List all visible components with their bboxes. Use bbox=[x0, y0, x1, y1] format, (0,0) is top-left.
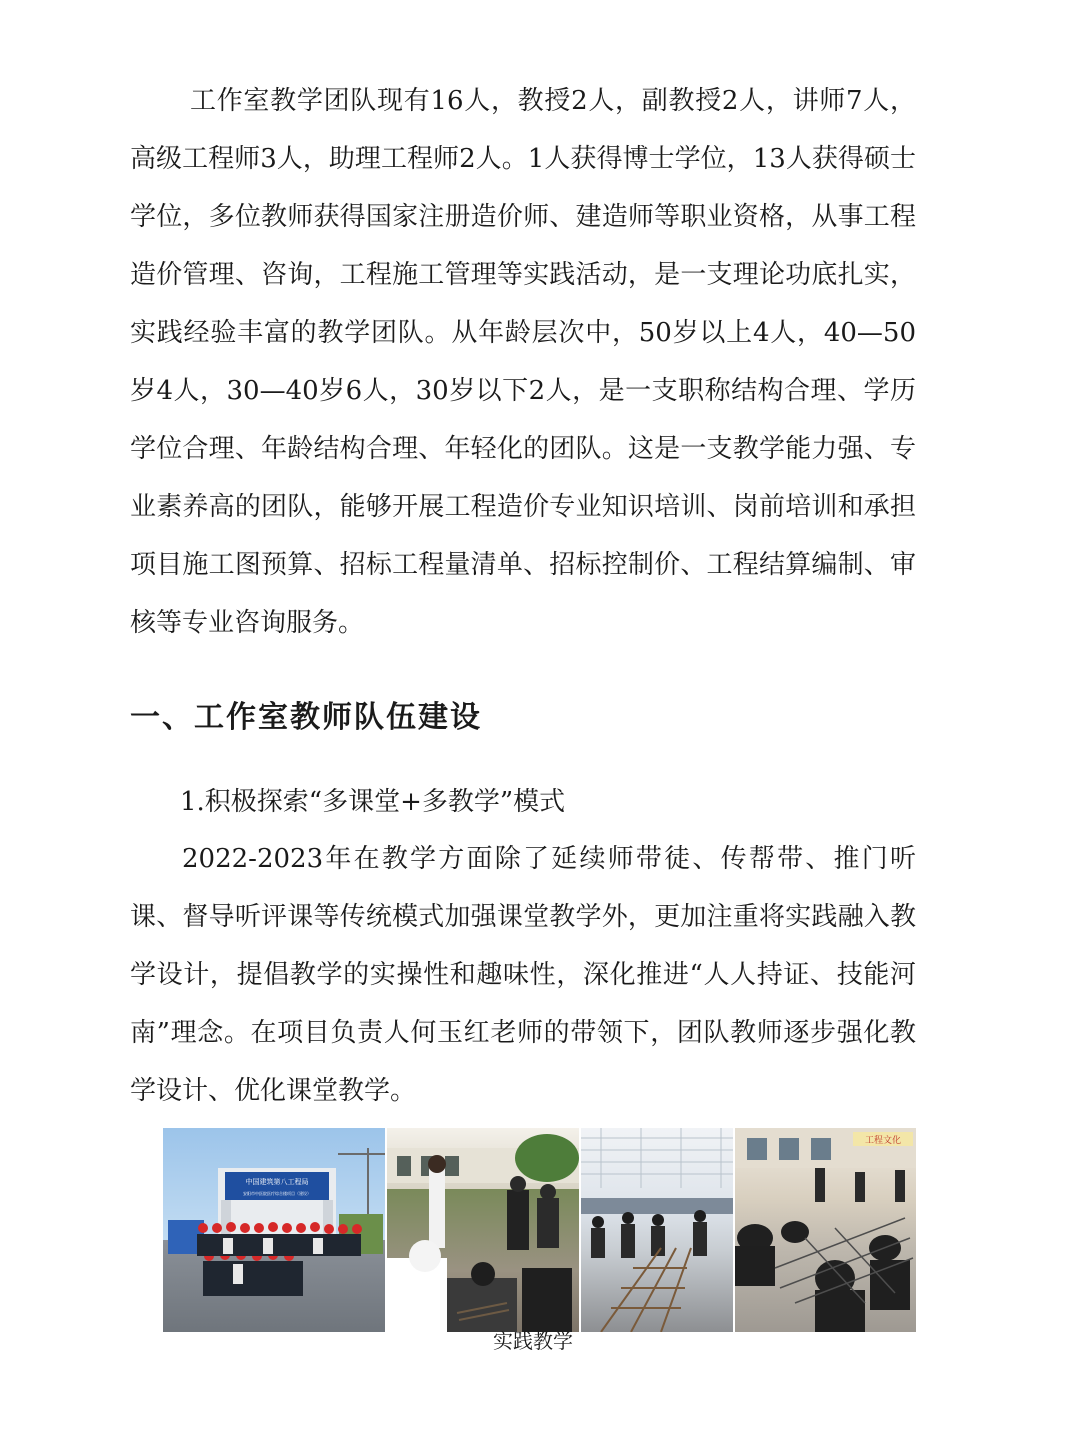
outdoor-practice-illustration bbox=[387, 1128, 579, 1332]
company-sign-subtitle: 安阳市中医院医疗综合楼项目（建设） bbox=[243, 1191, 311, 1196]
teaching-paragraph: 2022-2023年在教学方面除了延续师带徒、传帮带、推门听课、督导听评课等传统模式加强课堂教学外，更加注重将实践融入教学设计，提倡教学的实操性和趣味性，深化推进“人人持证、技能河南”理念。在项目负责人何玉红老师的带领下，团队教师逐步强化教学设计、优化课堂教学。 bbox=[130, 844, 916, 1106]
subsection-heading: 1.积极探索“多课堂+多教学”模式 bbox=[180, 787, 566, 817]
photo-rebar-practice-classroom bbox=[735, 1128, 916, 1332]
wall-poster-text: 工程文化 bbox=[864, 1136, 902, 1146]
construction-site-illustration bbox=[163, 1128, 385, 1332]
intro-paragraph: 工作室教学团队现有16人，教授2人，副教授2人，讲师7人，高级工程师3人，助理工程师2人。1人获得博士学位，13人获得硕士学位，多位教师获得国家注册造价师、建造师等职业资格，从事工程造价管理、咨询，工程施工管理等实践活动，是一支理论功底扎实，实践经验丰富的教学团队。从年龄层次中，50岁以上4人，40—50岁4人，30—40岁6人，30岁以下2人，是一支职称结构合理、学历学位合理、年龄结构合理、年轻化的团队。这是一支教学能力强、专业素养高的团队，能够开展工程造价专业知识培训、岗前培训和承担项目施工图预算、招标工程量清单、招标控制价、工程结算编制、审核等专业咨询服务。 bbox=[130, 86, 916, 638]
photo-strip bbox=[163, 1128, 916, 1332]
photo-rebar-practice-indoor bbox=[581, 1128, 733, 1332]
indoor-workshop-illustration bbox=[581, 1128, 733, 1332]
company-sign-title: 中国建筑第八工程局 bbox=[245, 1178, 309, 1186]
photo-caption: 实践教学 bbox=[493, 1329, 573, 1353]
photo-construction-site-group bbox=[163, 1128, 385, 1332]
section-heading: 一、工作室教师队伍建设 bbox=[130, 700, 482, 735]
photo-rebar-practice-outdoor bbox=[387, 1128, 579, 1332]
classroom-practice-illustration bbox=[735, 1128, 916, 1332]
